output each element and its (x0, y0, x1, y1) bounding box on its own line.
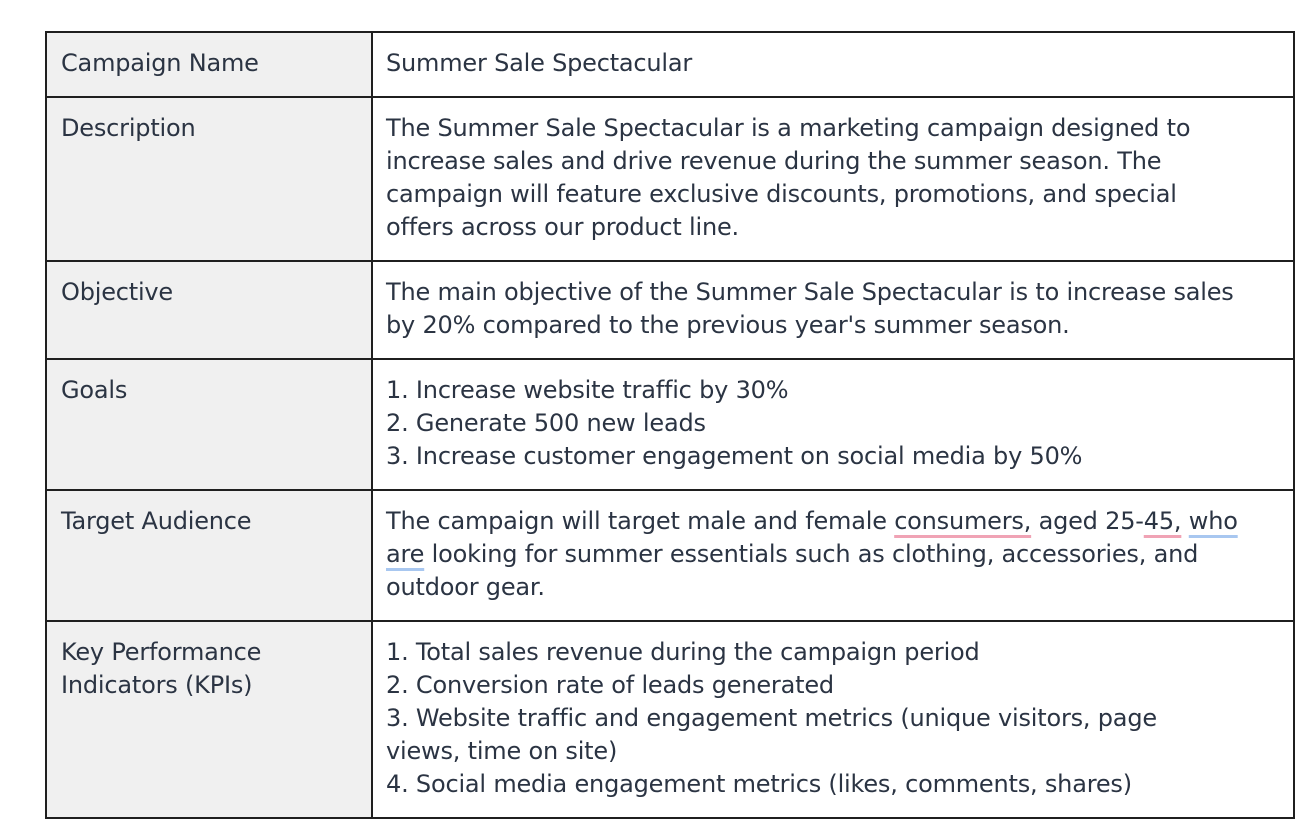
row-label: Goals (61, 376, 128, 404)
row-value-line[interactable] (386, 538, 1285, 571)
row-value-line[interactable]: by 20% compared to the previous year's summer season. (386, 311, 1070, 339)
row-label: Target Audience (61, 507, 252, 535)
goal-list-item[interactable]: 3. Increase customer engagement on social media by 50% (386, 442, 1083, 470)
row-value-line[interactable]: campaign will feature exclusive discounts, promotions, and special (386, 180, 1177, 208)
row-value-line[interactable]: outdoor gear. (386, 573, 545, 601)
table-row-goals (46, 359, 1294, 490)
row-label-line: Indicators (KPIs) (61, 671, 253, 699)
value-cell-objective[interactable] (372, 261, 1294, 359)
row-value-line[interactable]: offers across our product line. (386, 213, 739, 241)
table-row-kpis (46, 621, 1294, 818)
value-cell-target-audience[interactable] (372, 490, 1294, 621)
spellcheck-flagged-word[interactable]: consumers, (894, 507, 1032, 535)
text-segment: aged 25- (1031, 507, 1144, 535)
label-cell-kpis (46, 621, 372, 818)
kpi-list-item[interactable]: 4. Social media engagement metrics (likes, comments, shares) (386, 770, 1132, 798)
table-row-description (46, 97, 1294, 261)
spellcheck-flagged-word[interactable]: 45, (1143, 507, 1182, 535)
row-label: Objective (61, 278, 174, 306)
row-value-line[interactable]: The Summer Sale Spectacular is a marketing campaign designed to (386, 114, 1191, 142)
goal-list-item[interactable]: 2. Generate 500 new leads (386, 409, 706, 437)
text-segment (1181, 507, 1188, 535)
goal-list-item[interactable]: 1. Increase website traffic by 30% (386, 376, 789, 404)
text-segment: looking for summer essentials such as clothing, accessories, and (424, 540, 1199, 568)
row-value-line[interactable]: The main objective of the Summer Sale Spectacular is to increase sales (386, 278, 1234, 306)
row-label: Description (61, 114, 196, 142)
row-label-line: Key Performance (61, 638, 262, 666)
label-cell-goals (46, 359, 372, 490)
grammar-flagged-word[interactable]: are (386, 540, 425, 568)
row-value-line[interactable]: Summer Sale Spectacular (386, 49, 693, 77)
value-cell-goals[interactable] (372, 359, 1294, 490)
campaign-brief-table (45, 31, 1295, 819)
kpi-list-item[interactable]: views, time on site) (386, 737, 618, 765)
label-cell-campaign-name (46, 32, 372, 97)
row-value-line[interactable]: increase sales and drive revenue during the summer season. The (386, 147, 1162, 175)
kpi-list-item[interactable]: 1. Total sales revenue during the campaign period (386, 638, 980, 666)
kpi-list-item[interactable]: 3. Website traffic and engagement metrics (unique visitors, page (386, 704, 1157, 732)
label-cell-target-audience (46, 490, 372, 621)
text-segment: The campaign will target male and female (386, 507, 895, 535)
value-cell-campaign-name[interactable] (372, 32, 1294, 97)
row-label: Campaign Name (61, 49, 259, 77)
label-cell-description (46, 97, 372, 261)
value-cell-description[interactable] (372, 97, 1294, 261)
table-row-campaign-name (46, 32, 1294, 97)
kpi-list-item[interactable]: 2. Conversion rate of leads generated (386, 671, 834, 699)
table-row-objective (46, 261, 1294, 359)
row-value-line[interactable] (386, 505, 1285, 538)
value-cell-kpis[interactable] (372, 621, 1294, 818)
table-row-target-audience (46, 490, 1294, 621)
grammar-flagged-word[interactable]: who (1188, 507, 1238, 535)
label-cell-objective (46, 261, 372, 359)
